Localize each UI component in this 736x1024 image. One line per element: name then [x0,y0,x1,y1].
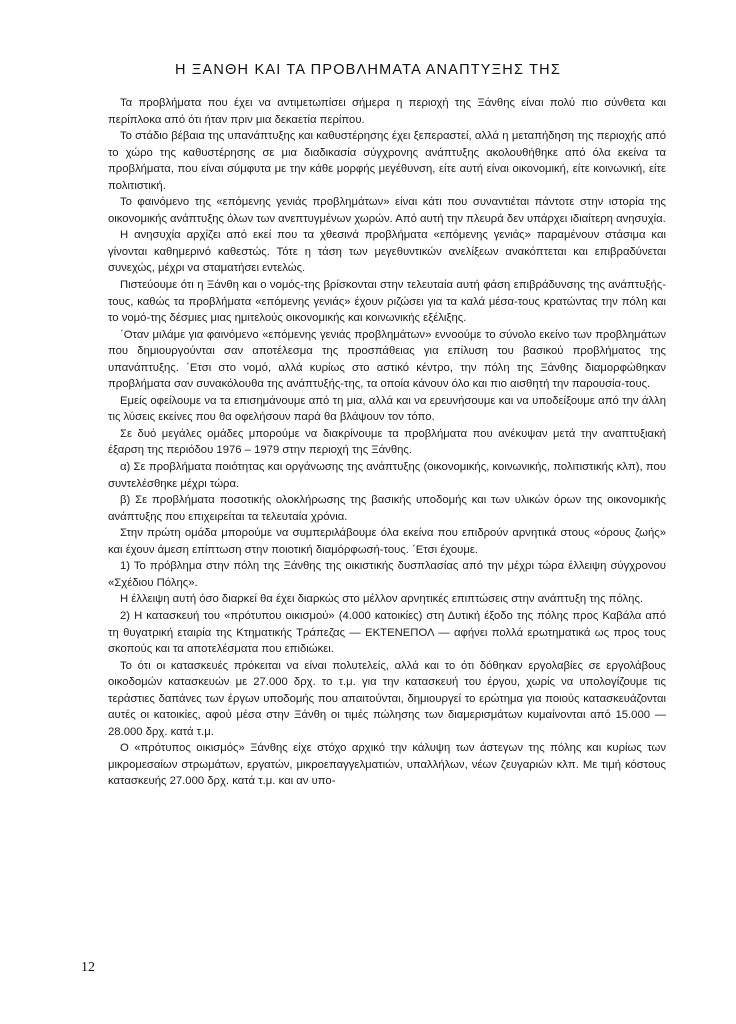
list-item-a: α) Σε προβλήματα ποιότητας και οργάνωσης της ανάπτυξης (οικονομικής, κοινωνικής, πολιτιστικής κλπ), που συντελέσθηκε μέχρι τώρα. [108,461,666,490]
page-number: 12 [81,960,95,975]
paragraph: Τα προβλήματα που έχει να αντιμετωπίσει σήμερα η περιοχή της Ξάνθης είναι πολύ πιο σύνθετα και περίπλοκα από ότι ήταν πριν μια δεκαετία περίπου. [108,97,666,126]
paragraph: Σε δυό μεγάλες ομάδες μπορούμε να διακρίνουμε τα προβλήματα που ανέκυψαν μετά την αναπτυξιακή έξαρση της περιόδου 1976 – 1979 στην περιοχή της Ξάνθης. [108,427,666,457]
paragraph: ΄Οταν μιλάμε για φαινόμενο «επόμενης γενιάς προβλημάτων» εννοούμε το σύνολο εκείνο των προβλημάτων που δημιουργούνται σαν αποτέλεσμα της προσπάθειας για επίλυση του βασικού προβλήματος της υπανάπτυξης. ΄Ετσι στο νομό, αλλά κυρίως στο αστικό κέντρο, την πόλη της Ξάνθης διαμορφώθηκαν προβλήματα σαν συνακόλουθα της ανάπτυξής-της, τα οποία κάνουν όλο και πιο αισθητή την παρουσία-τους. [108,328,666,391]
paragraph: Ο «πρότυπος οικισμός» Ξάνθης είχε στόχο αρχικό την κάλυψη των άστεγων της πόλης και κυρίως των μικρομεσαίων στρωμάτων, εργατών, μικροεπαγγελματιών, υπαλλήλων, νέων ζευγαριών κλπ. Με τιμή κόστους κατασκευής 27.000 δρχ. κατά τ.μ. και αν υπο- [108,742,666,788]
paragraph: Το στάδιο βέβαια της υπανάπτυξης και καθυστέρησης έχει ξεπεραστεί, αλλά η μεταπήδηση της περιοχής από το χώρο της καθυστέρησης σε μια διαδικασία σύγχρονης ανάπτυξης ακολουθήθηκε από όλα εκείνα τα προβλήματα, που είναι σύμφυτα με την κάθε μορφής μεγέθυνση, είτε αυτή είναι οικονομική, είτε κοινωνική, είτε πολιτιστική. [108,130,666,192]
paragraph: Η ανησυχία αρχίζει από εκεί που τα χθεσινά προβλήματα «επόμενης γενιάς» παραμένουν στάσιμα και γίνονται καθημερινό καθεστώς. Τότε η τάση των μεγεθυντικών ανελίξεων ανακόπτεται και επιβραδύνεται συνεχώς, μέχρι να σταματήσει εντελώς. [108,229,666,275]
paragraph: Το φαινόμενο της «επόμενης γενιάς προβλημάτων» είναι κάτι που συναντιέται πάντοτε στην ιστορία της οικονομικής ανάπτυξης όλων των ανεπτυγμένων χωρών. Από αυτή την πλευρά δεν υπάρχει ιδιαίτερη ανησυχία. [108,196,666,225]
paragraph: Πιστεύουμε ότι η Ξάνθη και ο νομός-της βρίσκονται στην τελευταία αυτή φάση επιβράδυνσης της ανάπτυξής-τους, καθώς τα προβλήματα «επόμενης γενιάς» έχουν ριζώσει για τα καλά μέσα-τους κρατώντας την πόλη και το νομό-της δέσμιες μιας ημιτελούς οικονομικής και κοινωνικής εξέλιξης. [108,279,666,325]
paragraph: Στην πρώτη ομάδα μπορούμε να συμπεριλάβουμε όλα εκείνα που επιδρούν αρνητικά στους «όρους ζωής» και έχουν άμεση επίπτωση στην ποιοτική διαμόρφωσή-τους. ΄Ετσι έχουμε. [108,527,666,556]
chapter-title: Η ΞΑΝΘΗ ΚΑΙ ΤΑ ΠΡΟΒΛΗΜΑΤΑ ΑΝΑΠΤΥΞΗΣ ΤΗΣ [175,62,561,78]
paragraph: Η έλλειψη αυτή όσο διαρκεί θα έχει διαρκώς στο μέλλον αρνητικές επιπτώσεις στην ανάπτυξη της πόλης. [120,593,644,606]
body-text [108,95,666,790]
list-item-b: β) Σε προβλήματα ποσοτικής ολοκλήρωσης της βασικής υποδομής και των υλικών όρων της οικονομικής ανάπτυξης που επιχειρείται τα τελευταία χρόνια. [108,494,666,523]
paragraph: Εμείς οφείλουμε να τα επισημάνουμε από τη μια, αλλά και να ερευνήσουμε και να υποδείξουμε από την άλλη τις λύσεις εκείνες που θα οφελήσουν παρά θα βλάψουν τον τόπο. [108,394,666,424]
paragraph: Το ότι οι κατασκευές πρόκειται να είναι πολυτελείς, αλλά και το ότι δόθηκαν εργολαβίες σε εργολάβους οικοδομών κατασκευών με 27.000 δρχ. το τ.μ. για την κατασκευή του έργου, χωρίς να υπολογίζουμε τις τεράστιες δαπάνες των έργων υποδομής που απαιτούνται, δημιουργεί το ερώτημα για ποιούς κατασκευάζονται αυτές οι κατοικίες, αφού μέσα στην Ξάνθη οι τιμές πώλησης των διαμερισμάτων κυμαίνονται από 15.000 — 28.000 δρχ. κατά τ.μ. [108,659,666,738]
numbered-item-2: 2) Η κατασκευή του «πρότυπου οικισμού» (4.000 κατοικίες) στη Δυτική έξοδο της πόλης προς Καβάλα από τη θυγατρική εταιρία της Κτηματικής Τράπεζας — ΕΚΤΕΝΕΠΟΛ — αφήνει πολλά ερωτηματικά ως προς τους σκοπούς και τα αποτελέσματα που επιδιώκει. [108,609,666,656]
numbered-item-1: 1) Το πρόβλημα στην πόλη της Ξάνθης της οικιστικής δυσπλασίας από την μέχρι τώρα έλλειψη σύγχρονου «Σχέδιου Πόλης». [108,560,666,589]
